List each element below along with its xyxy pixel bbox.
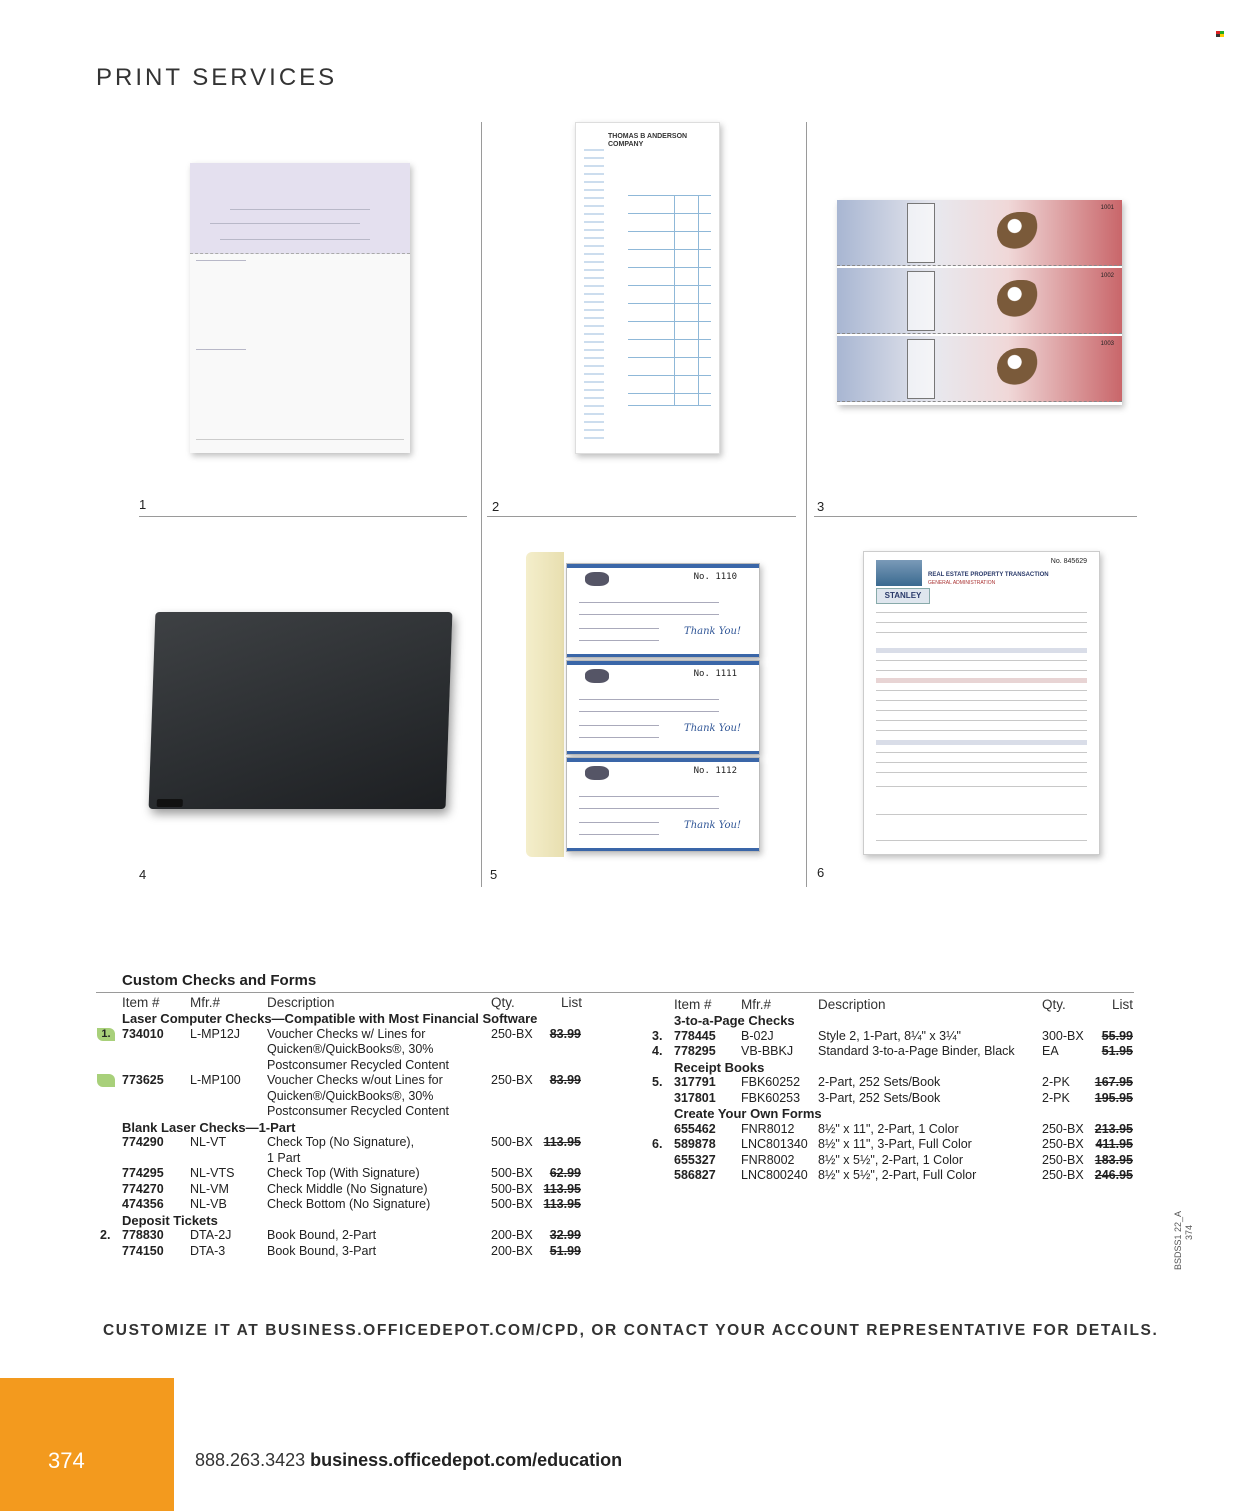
grid-divider [139,516,467,517]
footer-phone: 888.263.3423 [195,1450,306,1470]
cell-item: 774150 [122,1243,164,1258]
cell-mfr: FNR8012 [741,1121,795,1136]
header-desc: Description [267,995,335,1010]
table-divider [96,992,1134,993]
side-catalog-code: BSDSS1 22_A [1173,1210,1183,1270]
customize-note: CUSTOMIZE IT AT BUSINESS.OFFICEDEPOT.COM/CPD, OR CONTACT YOUR ACCOUNT REPRESENTATIVE FOR DETAILS. [103,1322,1159,1339]
form-subtitle: GENERAL ADMINISTRATION [928,580,996,586]
check-number: 1003 [1100,341,1114,347]
cell-list: 167.95 [1094,1075,1133,1089]
cell-qty: 250-BX [1042,1121,1084,1136]
cell-item: 778445 [674,1028,716,1043]
grid-divider [806,122,807,887]
receipt-thanks: Thank You! [684,820,741,831]
group-heading: Laser Computer Checks—Compatible with Most Financial Software [122,1011,538,1026]
cell-desc: 8½" x 11", 3-Part, Full Color [818,1137,972,1151]
header-list: List [1112,997,1134,1012]
product-image-3-to-a-page-checks [837,200,1122,405]
product-image-binder [149,612,453,809]
cell-mfr: LNC800240 [741,1168,808,1182]
grid-divider [487,516,796,517]
cell-mfr: DTA-2J [190,1228,232,1242]
cell-desc: Check Bottom (No Signature) [267,1197,431,1211]
cell-qty: EA [1042,1044,1059,1058]
cell-qty: 200-BX [491,1228,533,1242]
cell-desc: Check Top (No Signature), [267,1135,415,1149]
product-ref-number: 3. [652,1028,663,1043]
product-image-voucher-check [190,163,410,453]
cell-qty: 250-BX [1042,1168,1084,1182]
cell-mfr: L-MP100 [190,1073,241,1087]
receipt-number: No. 1111 [693,669,737,679]
header-mfr: Mfr.# [741,997,772,1012]
brand-mark-icon [1216,31,1224,37]
cell-desc: Postconsumer Recycled Content [267,1057,450,1072]
product-label-3: 3 [817,499,825,514]
cell-item: 589878 [674,1137,716,1151]
cell-list: 183.95 [1094,1152,1133,1167]
footer-contact [195,1450,622,1471]
product-label-5: 5 [490,867,498,882]
cell-desc: 3-Part, 252 Sets/Book [818,1090,941,1105]
cell-mfr: NL-VTS [190,1166,235,1180]
cell-desc: Standard 3-to-a-Page Binder, Black [818,1044,1015,1058]
group-heading: Receipt Books [674,1059,765,1075]
cell-list: 411.95 [1095,1137,1133,1151]
product-label-4: 4 [139,867,147,882]
receipt-thanks: Thank You! [684,723,741,734]
product-image-custom-form [863,551,1100,855]
cell-desc: 8½" x 11", 2-Part, 1 Color [818,1121,959,1136]
cell-item: 317801 [674,1090,716,1105]
group-heading: Create Your Own Forms [674,1106,822,1121]
cell-qty: 500-BX [491,1166,533,1180]
cell-qty: 500-BX [491,1135,533,1149]
header-item: Item # [122,995,160,1010]
cell-item: 734010 [122,1026,164,1041]
cell-qty: 2-PK [1042,1075,1070,1089]
cell-mfr: L-MP12J [190,1026,241,1041]
item-badge [97,1074,115,1087]
cell-mfr: NL-VM [190,1181,229,1196]
footer-url[interactable]: business.officedepot.com/education [310,1450,623,1470]
cell-item: 655327 [674,1152,716,1167]
cell-list: 113.95 [543,1181,581,1196]
cell-list: 62.99 [549,1166,581,1180]
form-brand: STANLEY [876,588,930,604]
cell-desc: Voucher Checks w/out Lines for [267,1073,443,1087]
header-qty: Qty. [1042,997,1066,1012]
cell-item: 778830 [122,1228,164,1242]
cell-desc: Book Bound, 3-Part [267,1243,377,1258]
check-number: 1001 [1100,205,1114,211]
cell-desc: 2-Part, 252 Sets/Book [818,1075,941,1089]
grid-divider [481,122,482,887]
header-qty: Qty. [491,995,515,1010]
cell-list: 213.95 [1094,1121,1133,1136]
cell-qty: 200-BX [491,1243,533,1258]
cell-list: 32.99 [549,1228,581,1242]
product-label-1: 1 [139,497,147,512]
cell-desc: Check Middle (No Signature) [267,1181,428,1196]
group-heading: 3-to-a-Page Checks [674,1013,795,1028]
cell-list: 83.99 [549,1026,581,1041]
cell-qty: 300-BX [1042,1028,1084,1043]
cell-mfr: NL-VT [190,1135,227,1149]
cell-desc: Check Top (With Signature) [267,1166,420,1180]
cell-desc: Quicken®/QuickBooks®, 30% [267,1088,434,1103]
product-label-6: 6 [817,865,825,880]
cell-desc: Postconsumer Recycled Content [267,1104,450,1118]
receipt-number: No. 1110 [693,572,737,582]
cell-list: 113.95 [543,1135,581,1149]
header-item: Item # [674,997,712,1012]
product-image-deposit-ticket [575,122,720,454]
cell-item: 317791 [674,1075,716,1089]
cell-list: 195.95 [1094,1090,1133,1105]
group-heading: Deposit Tickets [122,1212,218,1228]
cell-mfr: DTA-3 [190,1243,226,1258]
product-ref-number: 5. [652,1075,663,1089]
cell-list: 113.95 [543,1197,581,1211]
cell-qty: 250-BX [1042,1152,1084,1167]
cell-mfr: VB-BBKJ [741,1044,794,1058]
cell-item: 774270 [122,1181,164,1196]
cell-qty: 250-BX [491,1026,533,1041]
cell-desc: Book Bound, 2-Part [267,1228,377,1242]
section-title: PRINT SERVICES [96,64,338,91]
cell-item: 586827 [674,1168,716,1182]
header-desc: Description [818,997,886,1012]
footer-page-number: 374 [48,1448,85,1473]
item-badge: 1. [97,1028,115,1041]
cell-item: 778295 [674,1044,716,1058]
cell-list: 51.95 [1101,1044,1133,1058]
header-list: List [561,995,583,1010]
cell-item: 774290 [122,1135,164,1149]
check-number: 1002 [1100,273,1114,279]
cell-desc: 1 Part [267,1150,301,1165]
product-ref-number: 6. [652,1137,663,1151]
cell-item: 655462 [674,1121,716,1136]
group-heading: Blank Laser Checks—1-Part [122,1119,296,1135]
cell-desc: Voucher Checks w/ Lines for [267,1026,426,1041]
cell-mfr: FNR8002 [741,1152,795,1167]
cell-mfr: FBK60253 [741,1090,801,1105]
form-number: No. 845629 [1050,558,1087,565]
deposit-company-name: THOMAS B ANDERSON COMPANY [608,133,688,148]
cell-mfr: FBK60252 [741,1075,801,1089]
cell-item: 474356 [122,1197,164,1211]
cell-qty: 500-BX [491,1181,533,1196]
grid-divider [814,516,1137,517]
cell-mfr: NL-VB [190,1197,227,1211]
product-label-2: 2 [492,499,500,514]
cell-mfr: LNC801340 [741,1137,808,1151]
cell-list: 51.99 [549,1243,581,1258]
cell-desc: Quicken®/QuickBooks®, 30% [267,1042,434,1056]
cell-desc: Style 2, 1-Part, 8¼" x 3¼" [818,1028,961,1043]
product-ref-number: 4. [652,1044,663,1058]
table-title: Custom Checks and Forms [122,972,317,989]
side-page-number: 374 [1184,1224,1194,1240]
cell-list: 55.99 [1101,1028,1133,1043]
cell-qty: 500-BX [491,1197,533,1211]
form-title: REAL ESTATE PROPERTY TRANSACTION [928,572,1049,578]
cell-qty: 250-BX [1042,1137,1084,1151]
cell-mfr: B-02J [741,1028,774,1043]
footer-page-tab [0,1378,174,1511]
cell-desc: 8½" x 5½", 2-Part, Full Color [818,1168,977,1182]
header-mfr: Mfr.# [190,995,221,1010]
receipt-thanks: Thank You! [684,626,741,637]
cell-list: 246.95 [1094,1168,1133,1182]
cell-qty: 2-PK [1042,1090,1070,1105]
cell-qty: 250-BX [491,1073,533,1087]
cell-desc: 8½" x 5½", 2-Part, 1 Color [818,1152,964,1167]
receipt-number: No. 1112 [693,766,737,776]
cell-item: 773625 [122,1073,164,1087]
cell-item: 774295 [122,1166,164,1180]
product-ref-number: 2. [100,1228,111,1242]
cell-list: 83.99 [549,1073,581,1087]
